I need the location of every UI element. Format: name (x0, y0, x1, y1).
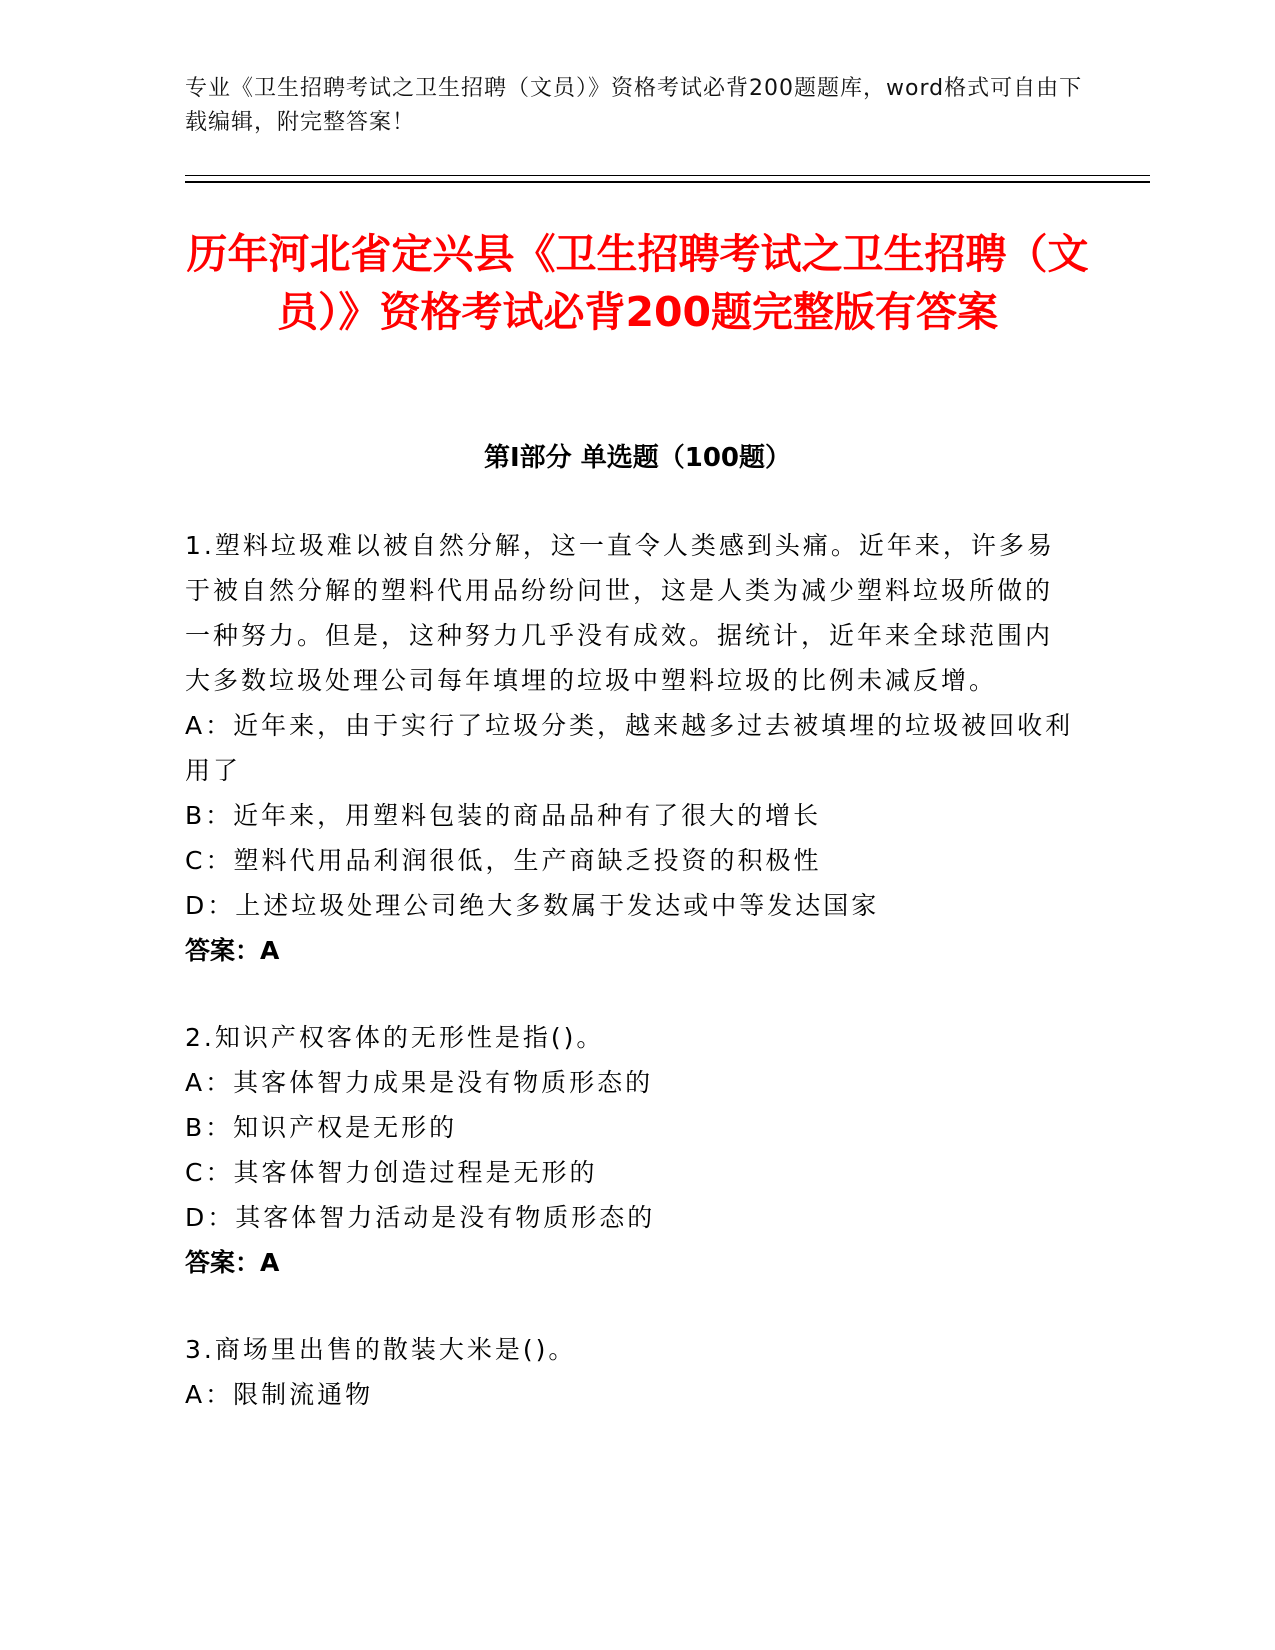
document-title: 历年河北省定兴县《卫生招聘考试之卫生招聘（文员）》资格考试必背200题完整版有答案 (186, 230, 1089, 336)
question-stem: 2.知识产权客体的无形性是指()。 (185, 1023, 605, 1052)
option-b: B：近年来，用塑料包装的商品品种有了很大的增长 (185, 801, 822, 830)
question-stem: 1.塑料垃圾难以被自然分解，这一直令人类感到头痛。近年来，许多易于被自然分解的塑料代用品纷纷问世，这是人类为减少塑料垃圾所做的一种努力。但是，这种努力几乎没有成效。据统计，近年来全球范围内大多数垃圾处理公司每年填埋的垃圾中塑料垃圾的比例未减反增。 (185, 531, 1055, 695)
question-1 (185, 523, 1080, 973)
header-divider-thin (185, 175, 1150, 176)
header-divider-thick (185, 181, 1150, 183)
option-b: B：知识产权是无形的 (185, 1113, 458, 1142)
option-a: A：其客体智力成果是没有物质形态的 (185, 1068, 654, 1097)
answer-line: 答案：A (185, 936, 280, 965)
question-list (185, 523, 1080, 1459)
question-3 (185, 1327, 1080, 1417)
option-a: A：限制流通物 (185, 1380, 374, 1409)
answer-line: 答案：A (185, 1248, 280, 1277)
section-title: 第I部分 单选题（100题） (484, 443, 791, 473)
option-c: C：其客体智力创造过程是无形的 (185, 1158, 598, 1187)
option-a: A：近年来，由于实行了垃圾分类，越来越多过去被填埋的垃圾被回收利用了 (185, 711, 1074, 785)
option-c: C：塑料代用品利润很低，生产商缺乏投资的积极性 (185, 846, 822, 875)
option-d: D：其客体智力活动是没有物质形态的 (185, 1203, 656, 1232)
option-d: D：上述垃圾处理公司绝大多数属于发达或中等发达国家 (185, 891, 880, 920)
question-stem: 3.商场里出售的散装大米是()。 (185, 1335, 577, 1364)
header-note: 专业《卫生招聘考试之卫生招聘（文员）》资格考试必背200题题库，word格式可自由下载编辑，附完整答案！ (185, 76, 1083, 135)
question-2 (185, 1015, 1080, 1285)
